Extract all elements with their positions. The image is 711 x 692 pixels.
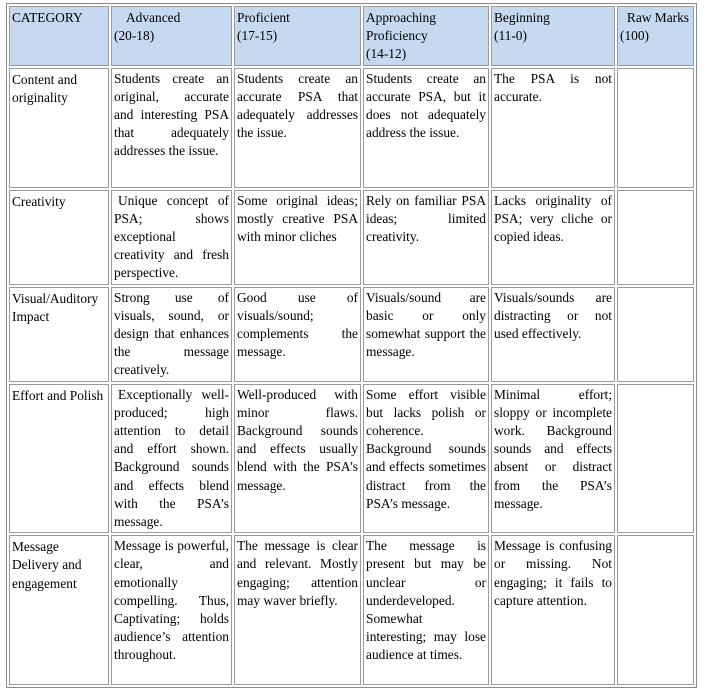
- header-advanced-range: (20-18): [114, 28, 155, 44]
- beginning-cell: Lacks originality of PSA; very cliche or copied ideas.: [491, 190, 615, 285]
- raw-marks-cell[interactable]: [617, 287, 694, 382]
- proficient-cell: The message is clear and relevant. Mostly engaging; attention may waver briefly.: [234, 535, 361, 685]
- approaching-cell: The message is present but may be unclear or underdeveloped. Somewhat interesting; may lose audience at times.: [363, 535, 489, 685]
- category-cell: Content and originality: [9, 68, 109, 188]
- approaching-cell: Visuals/sound are basic or only somewhat support the message.: [363, 287, 489, 382]
- beginning-cell: The PSA is not accurate.: [491, 68, 615, 188]
- proficient-cell: Well-produced with minor flaws. Background sounds and effects usually blend with the PSA’s message.: [234, 384, 361, 534]
- beginning-cell: Message is confusing or missing. Not engaging; it fails to capture attention.: [491, 535, 615, 685]
- header-raw-marks-label: Raw Marks: [626, 10, 689, 25]
- header-proficient-range: (17-15): [237, 28, 278, 44]
- category-cell: Effort and Polish: [9, 384, 109, 534]
- header-beginning: [491, 6, 615, 66]
- proficient-cell: Some original ideas; mostly creative PSA with minor cliches: [234, 190, 361, 285]
- rubric-table: [6, 3, 697, 688]
- header-raw-marks: [617, 6, 694, 66]
- advanced-cell: Message is powerful, clear, and emotionally compelling. Thus, Captivating; holds audience’s attention throughout.: [111, 535, 232, 685]
- advanced-cell: Students create an original, accurate and interesting PSA that adequately addresses the issue.: [111, 68, 232, 188]
- approaching-cell: Some effort visible but lacks polish or coherence. Background sounds and effects sometimes distract from the PSA’s message.: [363, 384, 489, 534]
- header-proficient: [234, 6, 361, 66]
- header-proficient-label: Proficient: [237, 10, 290, 25]
- header-category: CATEGORY: [9, 6, 109, 66]
- beginning-cell: Visuals/sounds are distracting or not used effectively.: [491, 287, 615, 382]
- advanced-cell: Strong use of visuals, sound, or design that enhances the message creatively.: [111, 287, 232, 382]
- header-raw-marks-range: (100): [620, 28, 650, 44]
- approaching-cell: Rely on familiar PSA ideas; limited creativity.: [363, 190, 489, 285]
- table-row-visual: [9, 287, 694, 382]
- header-advanced: [111, 6, 232, 66]
- raw-marks-cell[interactable]: [617, 68, 694, 188]
- header-approaching: [363, 6, 489, 66]
- proficient-cell: Good use of visuals/sound; complements the message.: [234, 287, 361, 382]
- header-beginning-label: Beginning: [494, 10, 550, 25]
- table-row-message: [9, 535, 694, 685]
- category-cell: Message Delivery and engagement: [9, 535, 109, 685]
- header-advanced-label: Advanced: [126, 10, 181, 25]
- header-row: [9, 6, 694, 66]
- table-row-effort: [9, 384, 694, 534]
- category-cell: Creativity: [9, 190, 109, 285]
- header-beginning-range: (11-0): [494, 28, 527, 44]
- header-approaching-label: Approaching Proficiency: [366, 10, 436, 44]
- header-approaching-range: (14-12): [366, 46, 407, 62]
- raw-marks-cell[interactable]: [617, 384, 694, 534]
- advanced-cell: Exceptionally well-produced; high attention to detail and effort shown. Background sounds and effects blend with the PSA’s message.: [111, 384, 232, 534]
- beginning-cell: Minimal effort; sloppy or incomplete work. Background sounds and effects absent or distract from the PSA’s message.: [491, 384, 615, 534]
- raw-marks-cell[interactable]: [617, 190, 694, 285]
- advanced-cell: Unique concept of PSA; shows exceptional creativity and fresh perspective.: [111, 190, 232, 285]
- raw-marks-cell[interactable]: [617, 535, 694, 685]
- category-cell: Visual/Auditory Impact: [9, 287, 109, 382]
- table-row-content: [9, 68, 694, 188]
- proficient-cell: Students create an accurate PSA that adequately addresses the issue.: [234, 68, 361, 188]
- table-row-creativity: [9, 190, 694, 285]
- approaching-cell: Students create an accurate PSA, but it does not adequately address the issue.: [363, 68, 489, 188]
